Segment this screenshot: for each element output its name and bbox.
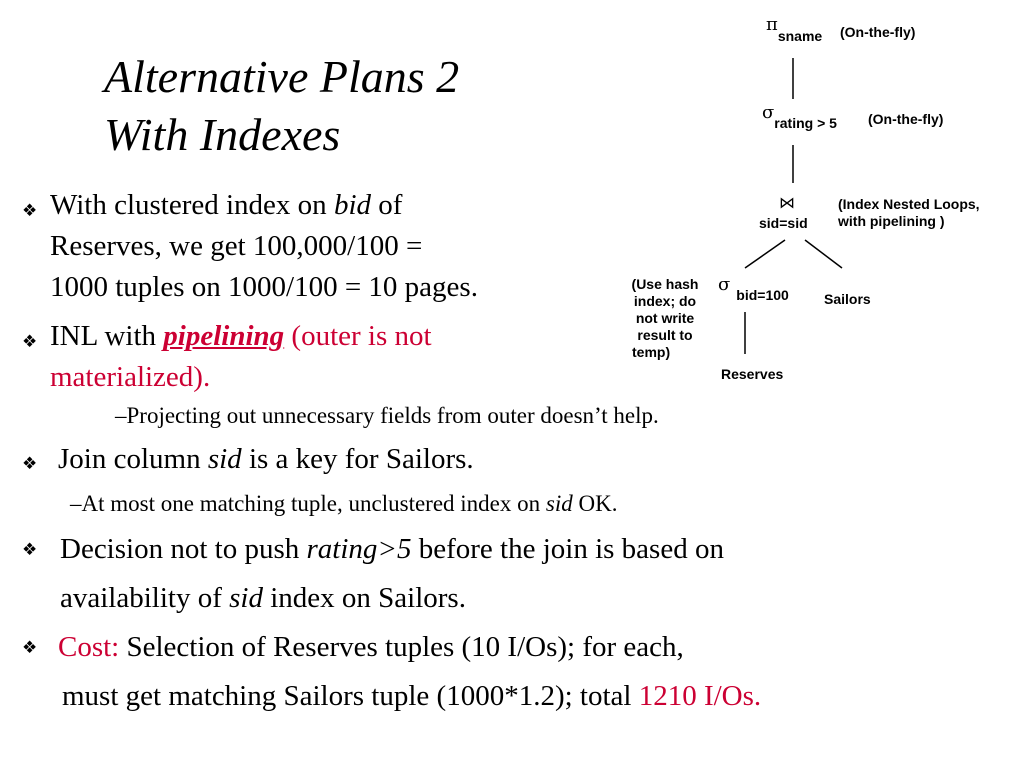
bullet-icon: ❖ [22,638,38,657]
bullet-5-text: Selection of Reserves tuples (10 I/Os); for each, [119,631,684,663]
sigma-icon: σ [718,274,731,295]
edge-join-selection [745,240,785,268]
selection-bid-note-line: (Use hash [631,276,699,292]
join-note-line-2: with pipelining ) [838,213,945,229]
bullet-3-sub-end: OK. [572,491,618,516]
bullet-2-line-2: materialized). [50,361,211,393]
selection-bid-label: bid=100 [736,287,789,303]
projection-note: (On-the-fly) [840,24,916,40]
projection-node [766,14,823,44]
join-label: sid=sid [759,215,808,231]
edge-join-sailors [805,240,842,268]
bullet-3-sub-text: –At most one matching tuple, unclustered index on [70,491,546,516]
total-cost: 1210 I/Os. [638,680,762,712]
selection-rating-note: (On-the-fly) [868,111,944,127]
bullet-1-text: With clustered index on [50,189,334,221]
bullet-icon: ❖ [22,540,38,559]
join-note [838,196,980,230]
bullet-4-italic: rating [306,533,378,565]
bullet-icon: ❖ [22,201,38,220]
bullet-4-text: Decision not to push [60,533,307,565]
bullet-1-line-2: Reserves, we get 100,000/100 = [50,230,423,262]
join-icon: ⋈ [779,193,795,212]
bullet-icon: ❖ [22,454,38,473]
selection-rating-label: rating > 5 [774,115,837,131]
bullet-3-sub-italic: sid [545,491,573,516]
selection-bid-note-line: index; do [633,293,697,309]
selection-bid-note-line: not write [635,310,695,326]
bullet-icon: ❖ [22,332,38,351]
bullet-1-text-end: of [371,189,403,221]
bullet-1-line-3: 1000 tuples on 1000/100 = 10 pages. [50,271,478,303]
bullet-4-line-2-italic: sid [229,582,263,614]
bullet-5-line-2: must get matching Sailors tuple (1000*1.2); total [62,680,639,712]
selection-bid-note-line: temp) [632,344,671,360]
cost-label: Cost: [58,631,120,663]
projection-label: sname [777,28,823,44]
bullet-2-red-text: (outer is not [284,320,432,352]
bullet-3-italic: sid [207,443,242,475]
selection-bid-node [718,274,789,303]
join-note-line-1: (Index Nested Loops, [838,196,980,212]
title-line-2: With Indexes [104,109,341,160]
sigma-icon: σ [762,102,775,123]
bullet-3-text: Join column [58,443,208,475]
bullet-4-text-end: before the join is based on [411,533,724,565]
selection-bid-note-line: result to [637,327,693,343]
bullet-4-italic-2: >5 [377,533,412,565]
bullet-2-text: INL with [50,320,164,352]
join-node [779,194,795,212]
bullet-1-italic: bid [333,189,371,221]
pipelining-emphasis: pipelining [163,320,285,352]
bullet-2-sub: –Projecting out unnecessary fields from outer doesn’t help. [115,403,659,428]
sailors-node: Sailors [824,291,871,307]
title-line-1: Alternative Plans 2 [104,51,460,102]
reserves-node: Reserves [721,366,784,382]
bullet-4-line-2-end: index on Sailors. [262,582,466,614]
bullet-3-text-end: is a key for Sailors. [241,443,474,475]
selection-bid-note [620,276,710,361]
bullet-4-line-2: availability of [60,582,230,614]
pi-icon: π [766,14,778,35]
selection-rating-node [762,102,837,131]
